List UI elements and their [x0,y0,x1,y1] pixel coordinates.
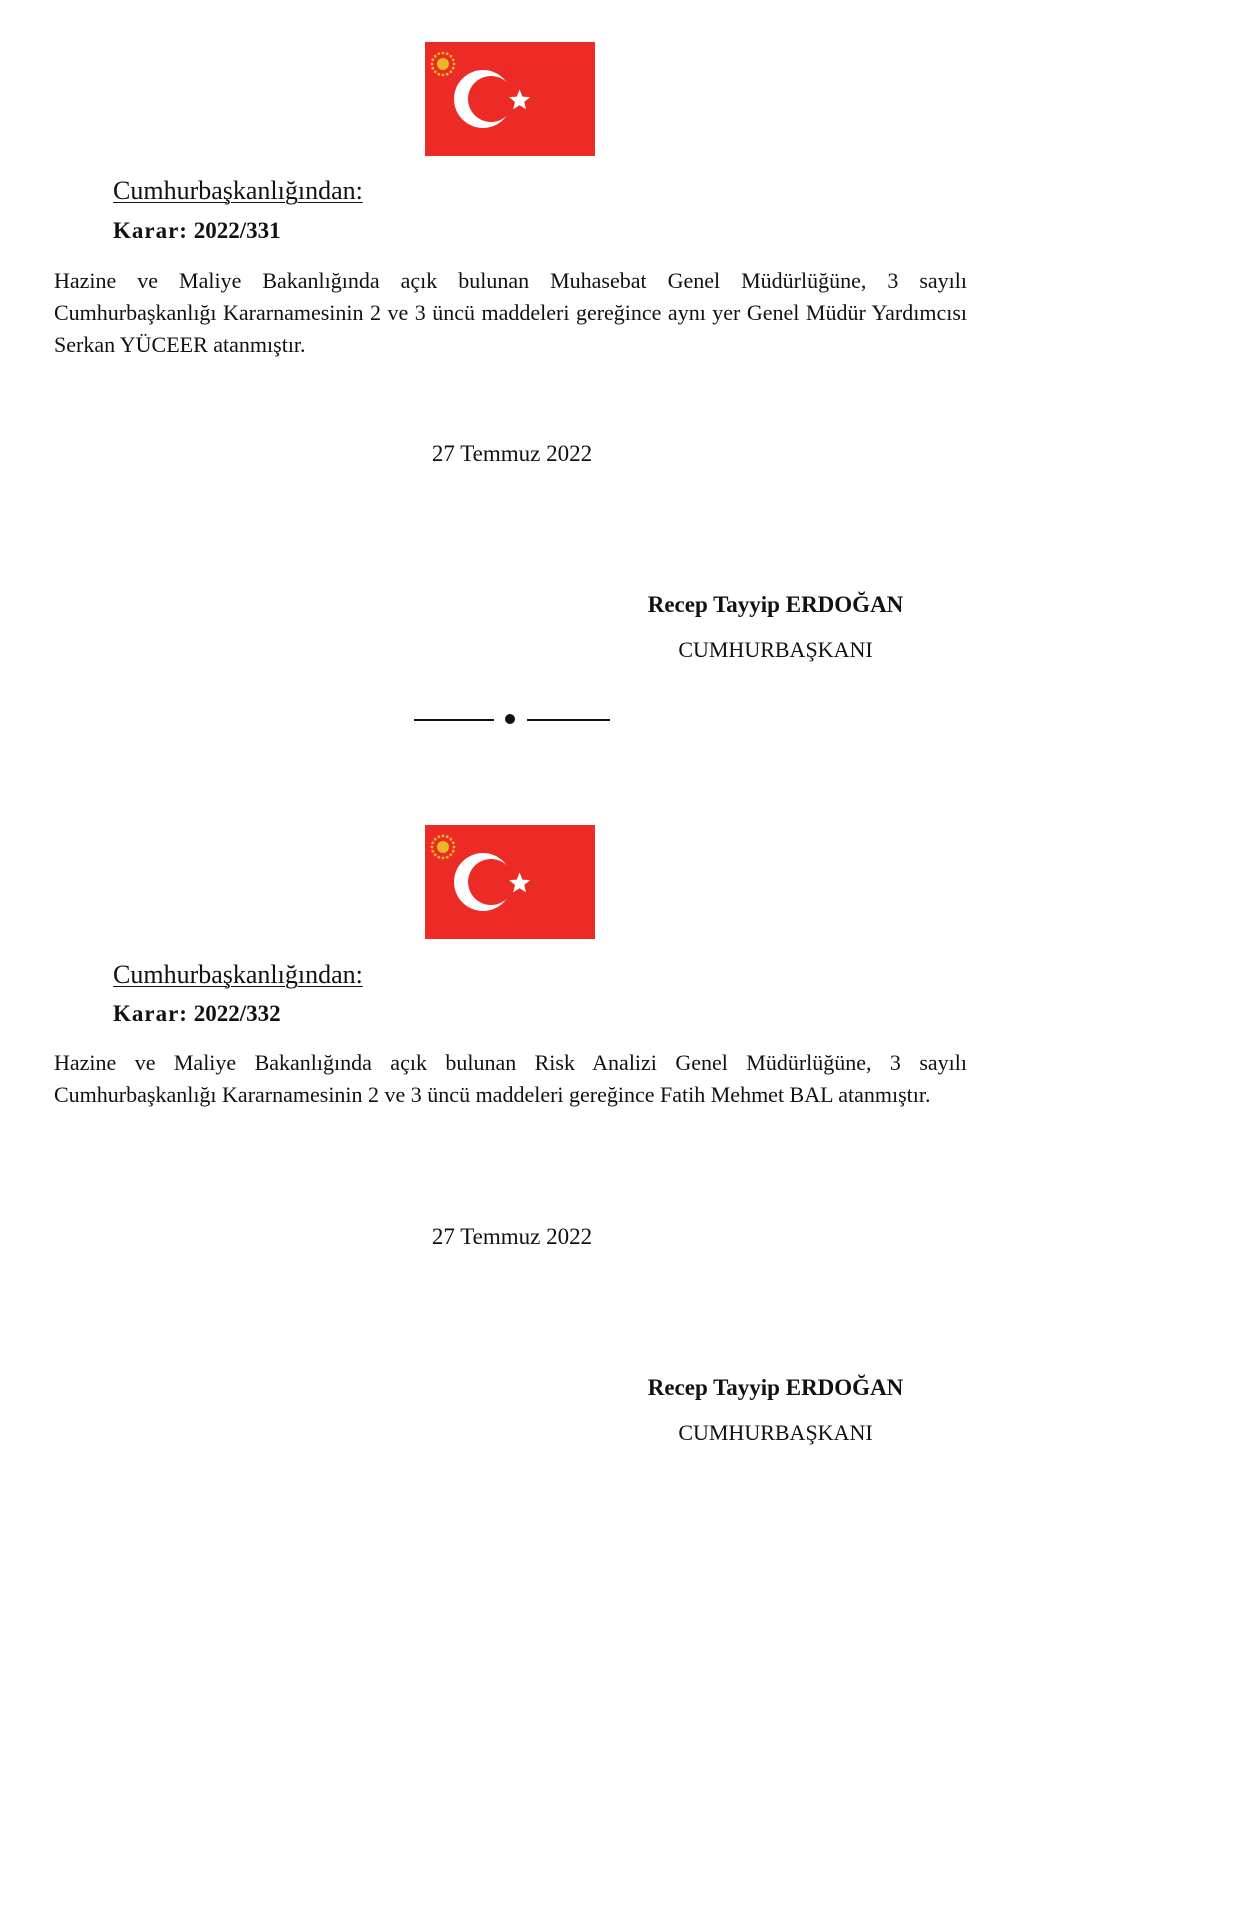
signer-name: Recep Tayyip ERDOĞAN [647,592,904,617]
turkish-flag-icon [425,825,595,939]
decision-value: 2022/332 [193,1001,281,1026]
decision-label: Karar: [113,1001,188,1026]
issuer-heading: Cumhurbaşkanlığından: [113,176,363,205]
decision-label: Karar: [113,218,188,243]
decree-body: Hazine ve Maliye Bakanlığında açık bulunan Muhasebat Genel Müdürlüğüne, 3 sayılı Cumhurbaşkanlığı Kararnamesinin 2 ve 3 üncü maddeleri gereğince aynı yer Genel Müdür Yardımcısı Serkan YÜCEER atanmıştır. [54,268,967,357]
decision-value: 2022/331 [193,218,281,243]
turkish-flag-icon [425,42,595,156]
signer-title: CUMHURBAŞKANI [678,1420,873,1445]
decision-number [113,1001,281,1027]
separator-line-right [527,719,610,721]
decision-number [113,218,281,244]
decree-body: Hazine ve Maliye Bakanlığında açık bulunan Risk Analizi Genel Müdürlüğüne, 3 sayılı Cumhurbaşkanlığı Kararnamesinin 2 ve 3 üncü maddeleri gereğince Fatih Mehmet BAL atanmıştır. [54,1050,967,1107]
decree-date: 27 Temmuz 2022 [431,441,593,466]
separator-dot [505,714,515,724]
separator-line-left [414,719,494,721]
signer-title: CUMHURBAŞKANI [678,637,873,662]
issuer-heading: Cumhurbaşkanlığından: [113,960,363,989]
decree-date: 27 Temmuz 2022 [431,1224,593,1249]
signer-name: Recep Tayyip ERDOĞAN [647,1375,904,1400]
section-separator [414,708,610,728]
